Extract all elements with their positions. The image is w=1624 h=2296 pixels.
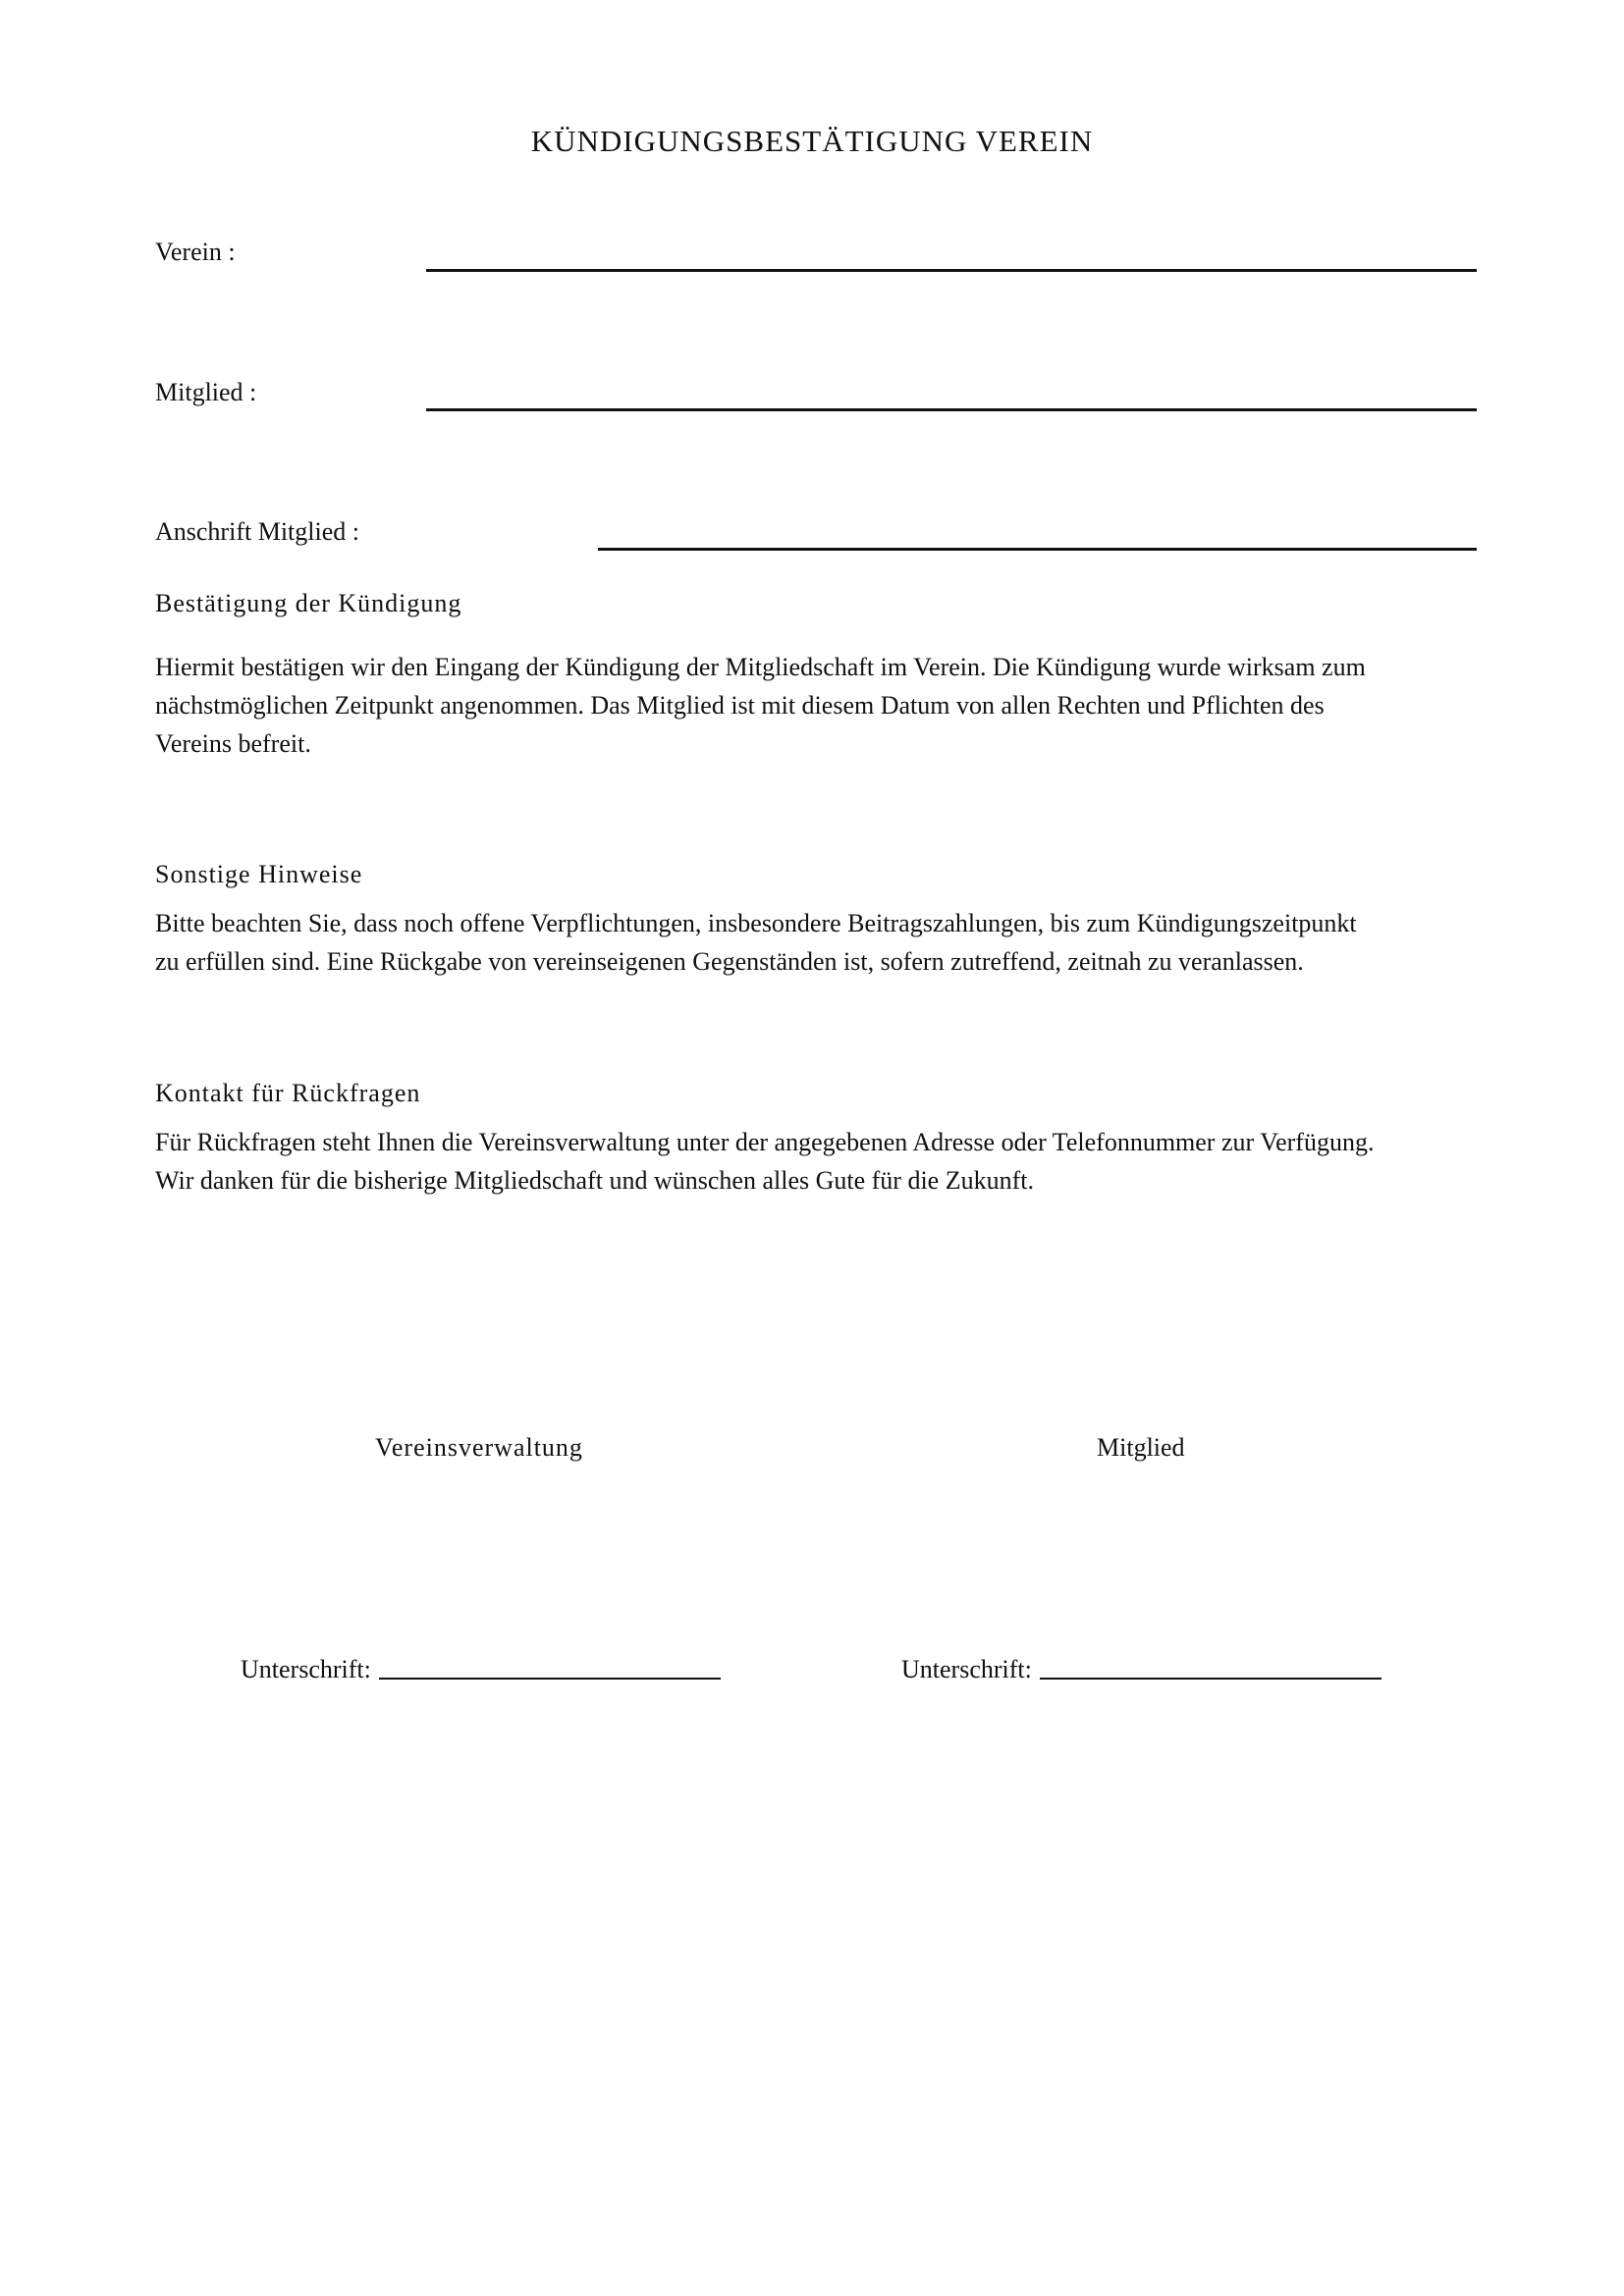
anschrift-field-line[interactable] (598, 548, 1477, 551)
signature-right-label: Unterschrift: (901, 1655, 1032, 1683)
paragraph-line: zu erfüllen sind. Eine Rückgabe von vereinseigenen Gegenständen ist, sofern zutreffend, zeitnah zu veranlassen. (155, 947, 1304, 976)
section-paragraph-bestaetigung (155, 648, 1490, 763)
paragraph-line: Hiermit bestätigen wir den Eingang der Kündigung der Mitgliedschaft im Verein. Die Kündigung wurde wirksam zum (155, 653, 1366, 681)
section-heading-kontakt: Kontakt für Rückfragen (155, 1079, 421, 1107)
mitglied-field-line[interactable] (426, 408, 1477, 411)
paragraph-line: nächstmöglichen Zeitpunkt angenommen. Das Mitglied ist mit diesem Datum von allen Rechten und Pflichten des (155, 691, 1325, 720)
verein-field-line[interactable] (426, 269, 1477, 272)
anschrift-label: Anschrift Mitglied : (155, 517, 359, 546)
paragraph-line: Bitte beachten Sie, dass noch offene Verpflichtungen, insbesondere Beitragszahlungen, bis zum Kündigungszeitpunkt (155, 909, 1357, 937)
signature-left (241, 1655, 721, 1684)
paragraph-line: Wir danken für die bisherige Mitgliedschaft und wünschen alles Gute für die Zukunft. (155, 1166, 1034, 1195)
section-paragraph-kontakt (155, 1123, 1490, 1200)
document-title: KÜNDIGUNGSBESTÄTIGUNG VEREIN (530, 124, 1094, 158)
mitglied-label: Mitglied : (155, 378, 257, 406)
section-heading-hinweise: Sonstige Hinweise (155, 860, 363, 888)
signature-left-label: Unterschrift: (241, 1655, 371, 1683)
signature-right-line[interactable] (1040, 1678, 1381, 1680)
paragraph-line: Für Rückfragen steht Ihnen die Vereinsverwaltung unter der angegebenen Adresse oder Telefonnummer zur Verfügung. (155, 1128, 1375, 1156)
paragraph-line: Vereins befreit. (155, 729, 311, 758)
signature-role-mitglied: Mitglied (1097, 1433, 1185, 1462)
signature-role-verwaltung: Vereinsverwaltung (375, 1433, 583, 1462)
section-heading-bestaetigung: Bestätigung der Kündigung (155, 589, 462, 617)
verein-label: Verein : (155, 238, 236, 266)
section-paragraph-hinweise (155, 904, 1490, 981)
signature-right (901, 1655, 1381, 1684)
signature-left-line[interactable] (379, 1678, 721, 1680)
